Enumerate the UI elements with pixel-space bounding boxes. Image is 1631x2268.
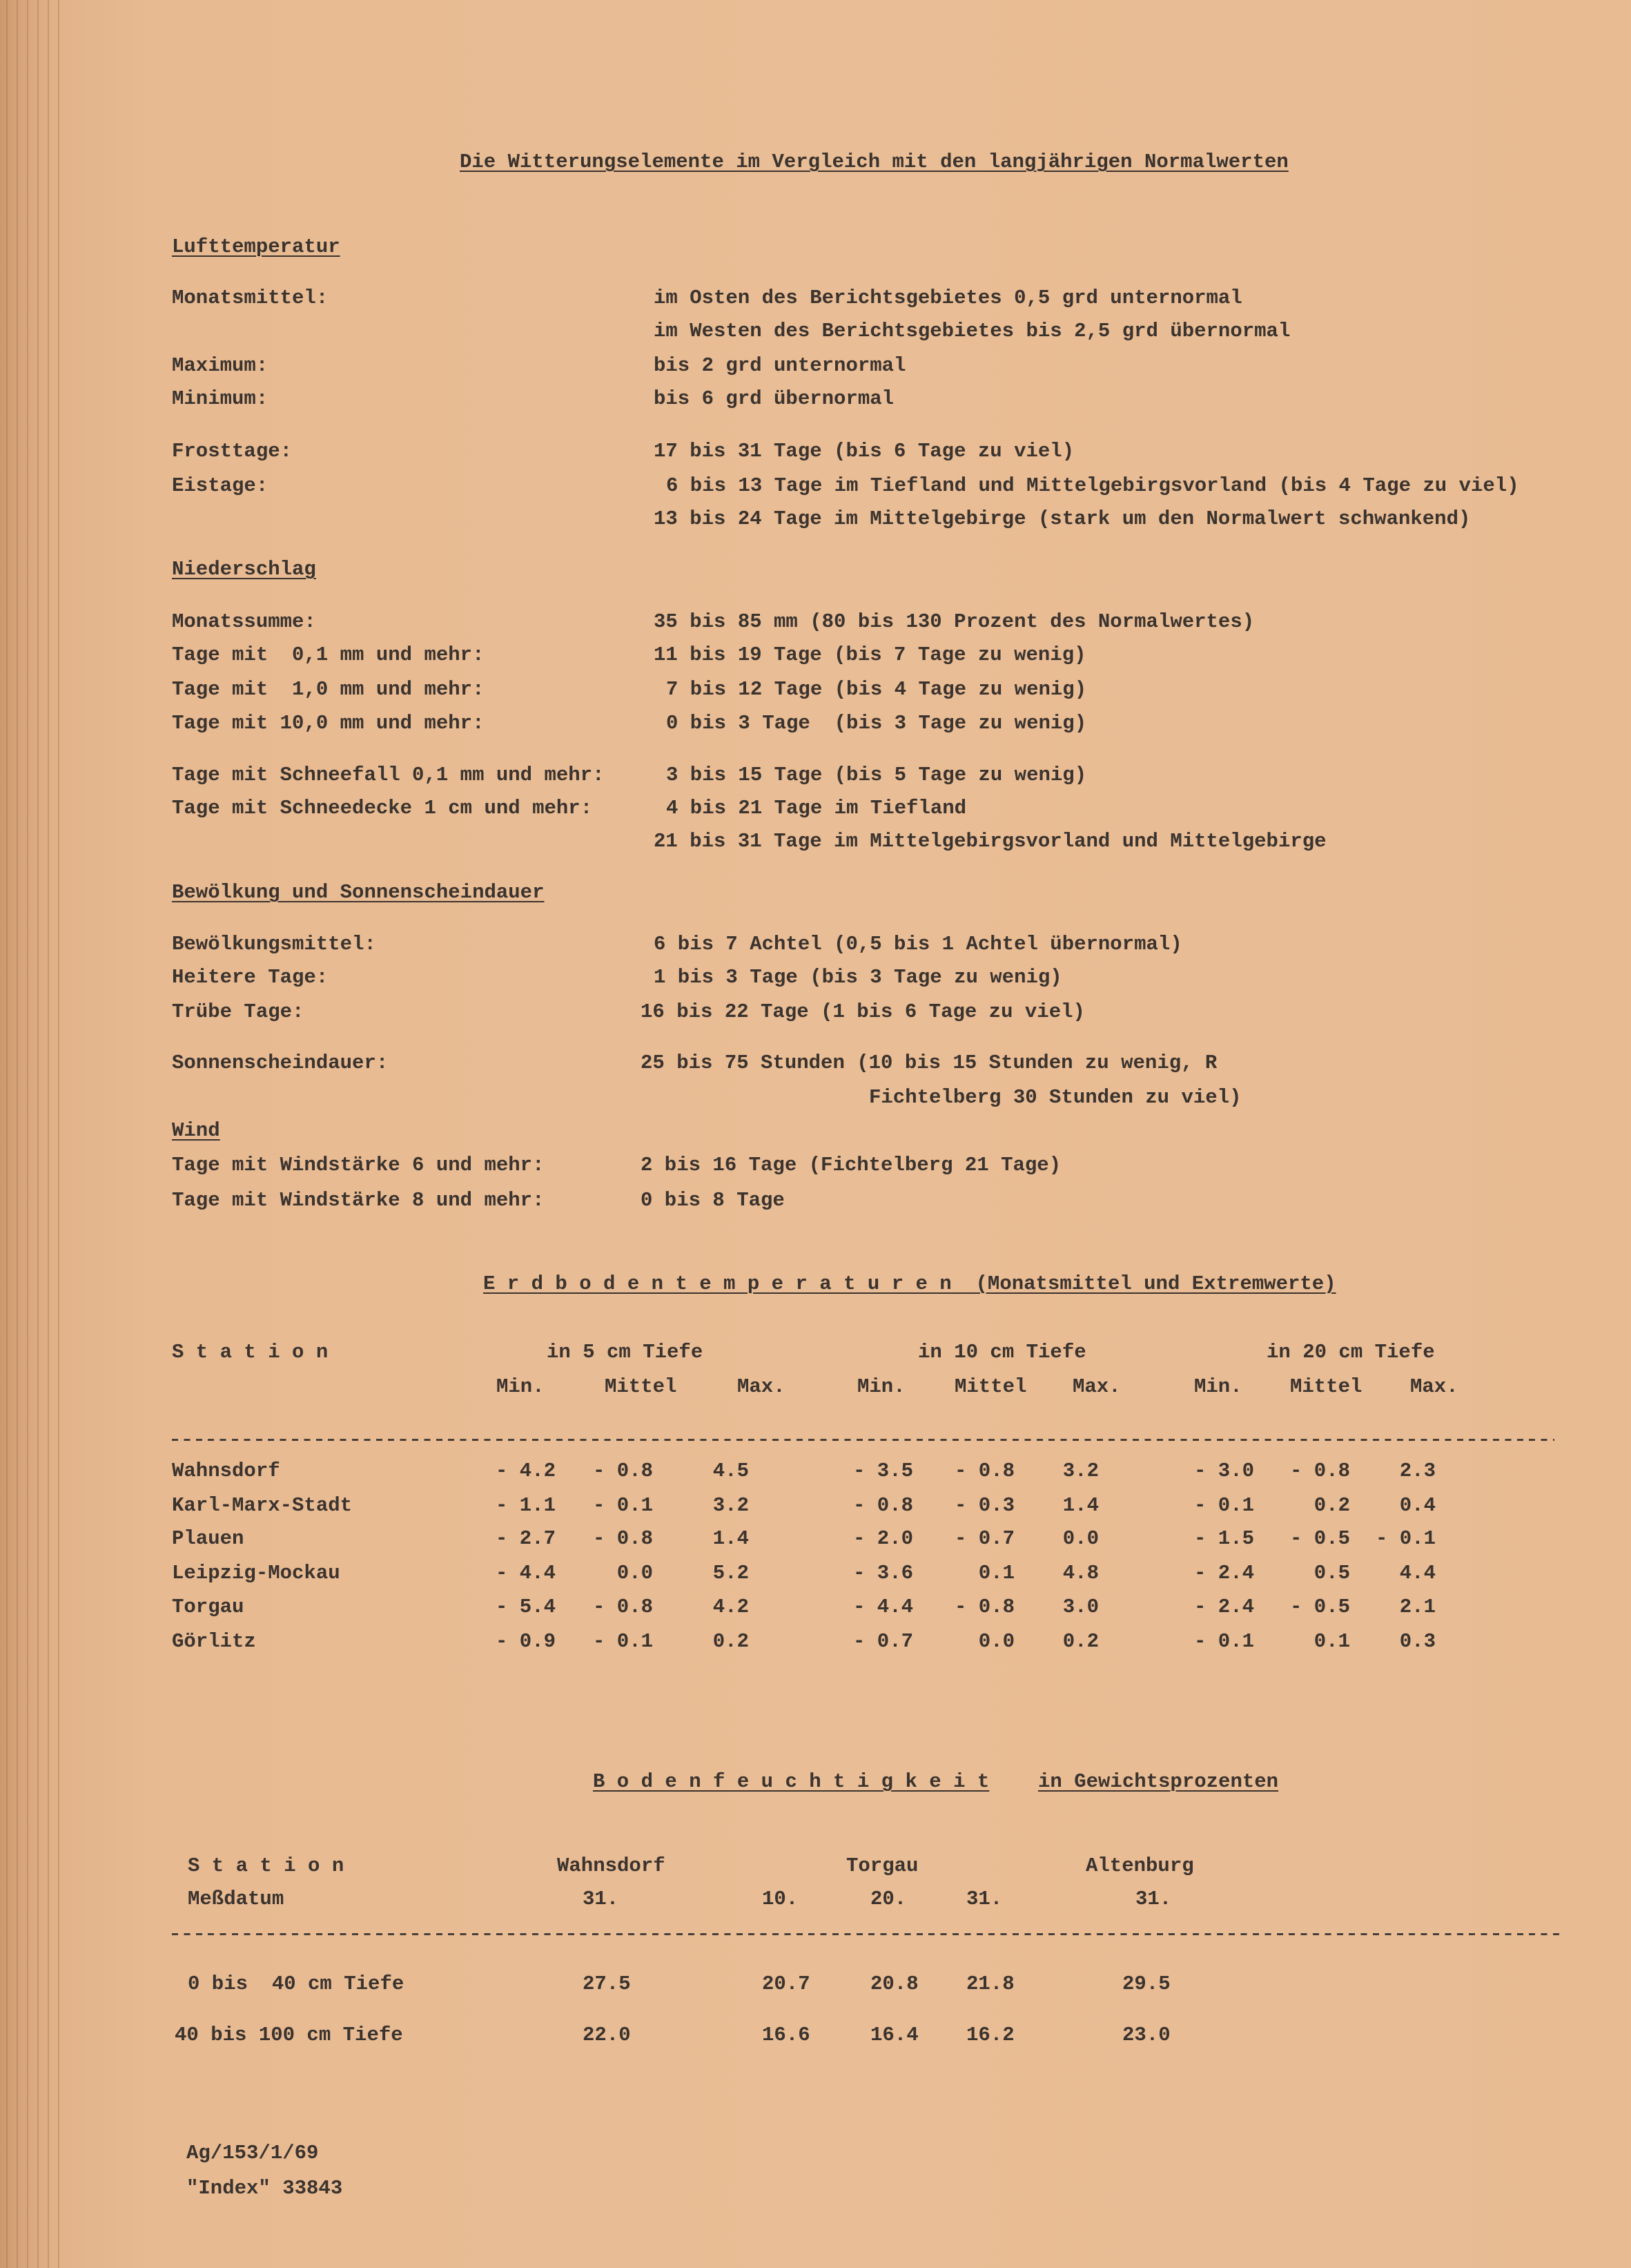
column-header-mittel: Mittel xyxy=(955,1375,1027,1398)
row-value: Fichtelberg 30 Stunden zu viel) xyxy=(869,1086,1242,1109)
station-torgau: Torgau xyxy=(846,1854,919,1877)
table-cell: - 4.2 xyxy=(495,1460,556,1482)
table-cell: - 2.7 xyxy=(495,1527,556,1550)
table-cell: - 1.5 xyxy=(1193,1527,1254,1550)
row-label: Minimum: xyxy=(172,387,268,410)
table-divider xyxy=(172,1439,1554,1441)
table-cell: - 0.8 xyxy=(592,1527,653,1550)
table-cell: 3.2 xyxy=(1062,1460,1099,1482)
row-value: 25 bis 75 Stunden (10 bis 15 Stunden zu wenig, R xyxy=(641,1051,1218,1074)
table-cell: 0.3 xyxy=(1399,1630,1436,1653)
table-cell: 4.8 xyxy=(1062,1562,1099,1584)
table-cell: - 0.1 xyxy=(1375,1527,1436,1550)
table-cell: 1.4 xyxy=(712,1527,749,1550)
table-cell: 16.6 xyxy=(762,2024,810,2046)
station-name: Karl-Marx-Stadt xyxy=(172,1494,353,1517)
table-cell: 4.2 xyxy=(712,1596,749,1618)
row-label: Frosttage: xyxy=(172,440,293,463)
row-value: 7 bis 12 Tage (bis 4 Tage zu wenig) xyxy=(666,678,1087,701)
table-cell: - 0.8 xyxy=(852,1494,913,1517)
table-cell: 22.0 xyxy=(583,2024,631,2046)
table-cell: 0.0 xyxy=(616,1562,653,1584)
column-header-max: Max. xyxy=(737,1375,785,1398)
row-label: Sonnenscheindauer: xyxy=(172,1051,389,1074)
table-cell: - 0.9 xyxy=(495,1630,556,1653)
station-name: Wahnsdorf xyxy=(172,1460,280,1482)
depth-label: 0 bis 40 cm Tiefe xyxy=(188,1973,404,1995)
column-header-mittel: Mittel xyxy=(605,1375,677,1398)
footer-index: "Index" 33843 xyxy=(186,2177,343,2200)
column-header-mittel: Mittel xyxy=(1290,1375,1363,1398)
table-cell: 0.0 xyxy=(1062,1527,1099,1550)
table-cell: - 0.7 xyxy=(852,1630,913,1653)
table-cell: 0.0 xyxy=(978,1630,1015,1653)
row-value: 35 bis 85 mm (80 bis 130 Prozent des Normalwertes) xyxy=(654,610,1255,633)
row-label: Bewölkungsmittel: xyxy=(172,933,376,956)
table-divider xyxy=(172,1933,1562,1935)
table-cell: 20.8 xyxy=(870,1973,919,1995)
row-label: Tage mit Schneedecke 1 cm und mehr: xyxy=(172,797,593,820)
measure-date: 31. xyxy=(966,1888,1003,1910)
row-label: Tage mit 10,0 mm und mehr: xyxy=(172,712,485,735)
row-value: 13 bis 24 Tage im Mittelgebirge (stark um den Normalwert schwankend) xyxy=(654,507,1471,530)
measure-date: 31. xyxy=(583,1888,619,1910)
table-cell: - 2.4 xyxy=(1193,1596,1254,1618)
section-heading-lufttemperatur: Lufttemperatur xyxy=(172,235,340,258)
table-cell: - 4.4 xyxy=(852,1596,913,1618)
row-value: 3 bis 15 Tage (bis 5 Tage zu wenig) xyxy=(666,764,1087,786)
section-heading-niederschlag: Niederschlag xyxy=(172,558,316,581)
depth-header-10cm: in 10 cm Tiefe xyxy=(918,1341,1086,1364)
section-heading-bewoelkung: Bewölkung und Sonnenscheindauer xyxy=(172,881,545,904)
row-value: 4 bis 21 Tage im Tiefland xyxy=(666,797,967,820)
row-value: 17 bis 31 Tage (bis 6 Tage zu viel) xyxy=(654,440,1075,463)
table-cell: 3.2 xyxy=(712,1494,749,1517)
column-header-min: Min. xyxy=(496,1375,545,1398)
row-value: 6 bis 13 Tage im Tiefland und Mittelgebirgsvorland (bis 4 Tage zu viel) xyxy=(666,474,1519,497)
table-cell: 16.4 xyxy=(870,2024,919,2046)
table-cell: 0.2 xyxy=(1062,1630,1099,1653)
soil-moisture-subtitle: in Gewichtsprozenten xyxy=(1038,1770,1279,1793)
table-cell: 29.5 xyxy=(1122,1973,1171,1995)
table-cell: - 2.4 xyxy=(1193,1562,1254,1584)
row-label: Maximum: xyxy=(172,354,268,377)
row-value: im Osten des Berichtsgebietes 0,5 grd unternormal xyxy=(654,287,1242,309)
row-label: Tage mit Schneefall 0,1 mm und mehr: xyxy=(172,764,605,786)
depth-header-20cm: in 20 cm Tiefe xyxy=(1267,1341,1435,1364)
soil-temperature-title: E r d b o d e n t e m p e r a t u r e n (Monatsmittel und Extremwerte) xyxy=(483,1272,1336,1295)
table-cell: - 0.1 xyxy=(592,1494,653,1517)
table-cell: - 0.8 xyxy=(592,1596,653,1618)
measure-date: 10. xyxy=(762,1888,799,1910)
row-label: Monatsmittel: xyxy=(172,287,329,309)
table-cell: 0.2 xyxy=(1313,1494,1350,1517)
table-cell: - 0.1 xyxy=(1193,1494,1254,1517)
section-heading-wind: Wind xyxy=(172,1119,220,1142)
page-stack-edge xyxy=(0,0,64,2268)
row-value: 16 bis 22 Tage (1 bis 6 Tage zu viel) xyxy=(641,1000,1085,1023)
table-cell: - 0.8 xyxy=(1289,1460,1350,1482)
row-value: 0 bis 3 Tage (bis 3 Tage zu wenig) xyxy=(666,712,1087,735)
table-cell: - 0.8 xyxy=(954,1596,1015,1618)
row-value: bis 6 grd übernormal xyxy=(654,387,895,410)
station-header: S t a t i o n xyxy=(172,1341,329,1364)
depth-header-5cm: in 5 cm Tiefe xyxy=(547,1341,703,1364)
station-name: Plauen xyxy=(172,1527,244,1550)
row-label: Monatssumme: xyxy=(172,610,316,633)
table-cell: 2.3 xyxy=(1399,1460,1436,1482)
row-value: 11 bis 19 Tage (bis 7 Tage zu wenig) xyxy=(654,643,1086,666)
station-header: S t a t i o n xyxy=(188,1854,344,1877)
table-cell: 0.2 xyxy=(712,1630,749,1653)
table-cell: - 0.5 xyxy=(1289,1527,1350,1550)
footer-code: Ag/153/1/69 xyxy=(186,2142,319,2164)
table-cell: - 0.8 xyxy=(592,1460,653,1482)
table-cell: - 0.1 xyxy=(592,1630,653,1653)
table-cell: 16.2 xyxy=(966,2024,1015,2046)
row-label: Eistage: xyxy=(172,474,268,497)
row-value: 21 bis 31 Tage im Mittelgebirgsvorland und Mittelgebirge xyxy=(654,830,1327,853)
row-value: 2 bis 16 Tage (Fichtelberg 21 Tage) xyxy=(641,1154,1062,1176)
table-cell: - 3.5 xyxy=(852,1460,913,1482)
table-cell: 0.1 xyxy=(978,1562,1015,1584)
table-cell: - 2.0 xyxy=(852,1527,913,1550)
row-value: im Westen des Berichtsgebietes bis 2,5 grd übernormal xyxy=(654,320,1291,342)
row-value: bis 2 grd unternormal xyxy=(654,354,906,377)
table-cell: - 0.3 xyxy=(954,1494,1015,1517)
depth-label: 40 bis 100 cm Tiefe xyxy=(175,2024,403,2046)
table-cell: 21.8 xyxy=(966,1973,1015,1995)
table-cell: - 3.0 xyxy=(1193,1460,1254,1482)
station-name: Torgau xyxy=(172,1596,244,1618)
row-value: 1 bis 3 Tage (bis 3 Tage zu wenig) xyxy=(654,966,1062,989)
table-cell: 0.4 xyxy=(1399,1494,1436,1517)
table-cell: - 0.8 xyxy=(954,1460,1015,1482)
row-label: Tage mit 1,0 mm und mehr: xyxy=(172,678,485,701)
table-cell: 5.2 xyxy=(712,1562,749,1584)
table-cell: - 0.1 xyxy=(1193,1630,1254,1653)
table-cell: 0.1 xyxy=(1313,1630,1350,1653)
station-altenburg: Altenburg xyxy=(1086,1854,1194,1877)
column-header-min: Min. xyxy=(1194,1375,1242,1398)
column-header-max: Max. xyxy=(1410,1375,1458,1398)
table-cell: 2.1 xyxy=(1399,1596,1436,1618)
table-cell: 0.5 xyxy=(1313,1562,1350,1584)
table-cell: - 5.4 xyxy=(495,1596,556,1618)
table-cell: 4.5 xyxy=(712,1460,749,1482)
table-cell: 1.4 xyxy=(1062,1494,1099,1517)
row-value: 6 bis 7 Achtel (0,5 bis 1 Achtel übernormal) xyxy=(654,933,1182,956)
table-cell: - 0.5 xyxy=(1289,1596,1350,1618)
page-title: Die Witterungselemente im Vergleich mit den langjährigen Normalwerten xyxy=(460,151,1289,173)
soil-moisture-title: B o d e n f e u c h t i g k e i t xyxy=(593,1770,990,1793)
station-wahnsdorf: Wahnsdorf xyxy=(557,1854,665,1877)
row-value: 0 bis 8 Tage xyxy=(641,1189,785,1212)
table-cell: 4.4 xyxy=(1399,1562,1436,1584)
station-name: Leipzig-Mockau xyxy=(172,1562,340,1584)
row-label: Tage mit Windstärke 6 und mehr: xyxy=(172,1154,545,1176)
table-cell: 27.5 xyxy=(583,1973,631,1995)
table-cell: - 1.1 xyxy=(495,1494,556,1517)
row-label: Tage mit 0,1 mm und mehr: xyxy=(172,643,485,666)
measure-date: 31. xyxy=(1135,1888,1172,1910)
table-cell: - 3.6 xyxy=(852,1562,913,1584)
table-cell: - 0.7 xyxy=(954,1527,1015,1550)
date-header: Meßdatum xyxy=(188,1888,284,1910)
station-name: Görlitz xyxy=(172,1630,256,1653)
row-label: Tage mit Windstärke 8 und mehr: xyxy=(172,1189,545,1212)
measure-date: 20. xyxy=(870,1888,907,1910)
column-header-max: Max. xyxy=(1073,1375,1121,1398)
column-header-min: Min. xyxy=(857,1375,906,1398)
table-cell: 20.7 xyxy=(762,1973,810,1995)
table-cell: 3.0 xyxy=(1062,1596,1099,1618)
table-cell: - 4.4 xyxy=(495,1562,556,1584)
row-label: Trübe Tage: xyxy=(172,1000,304,1023)
table-cell: 23.0 xyxy=(1122,2024,1171,2046)
row-label: Heitere Tage: xyxy=(172,966,329,989)
